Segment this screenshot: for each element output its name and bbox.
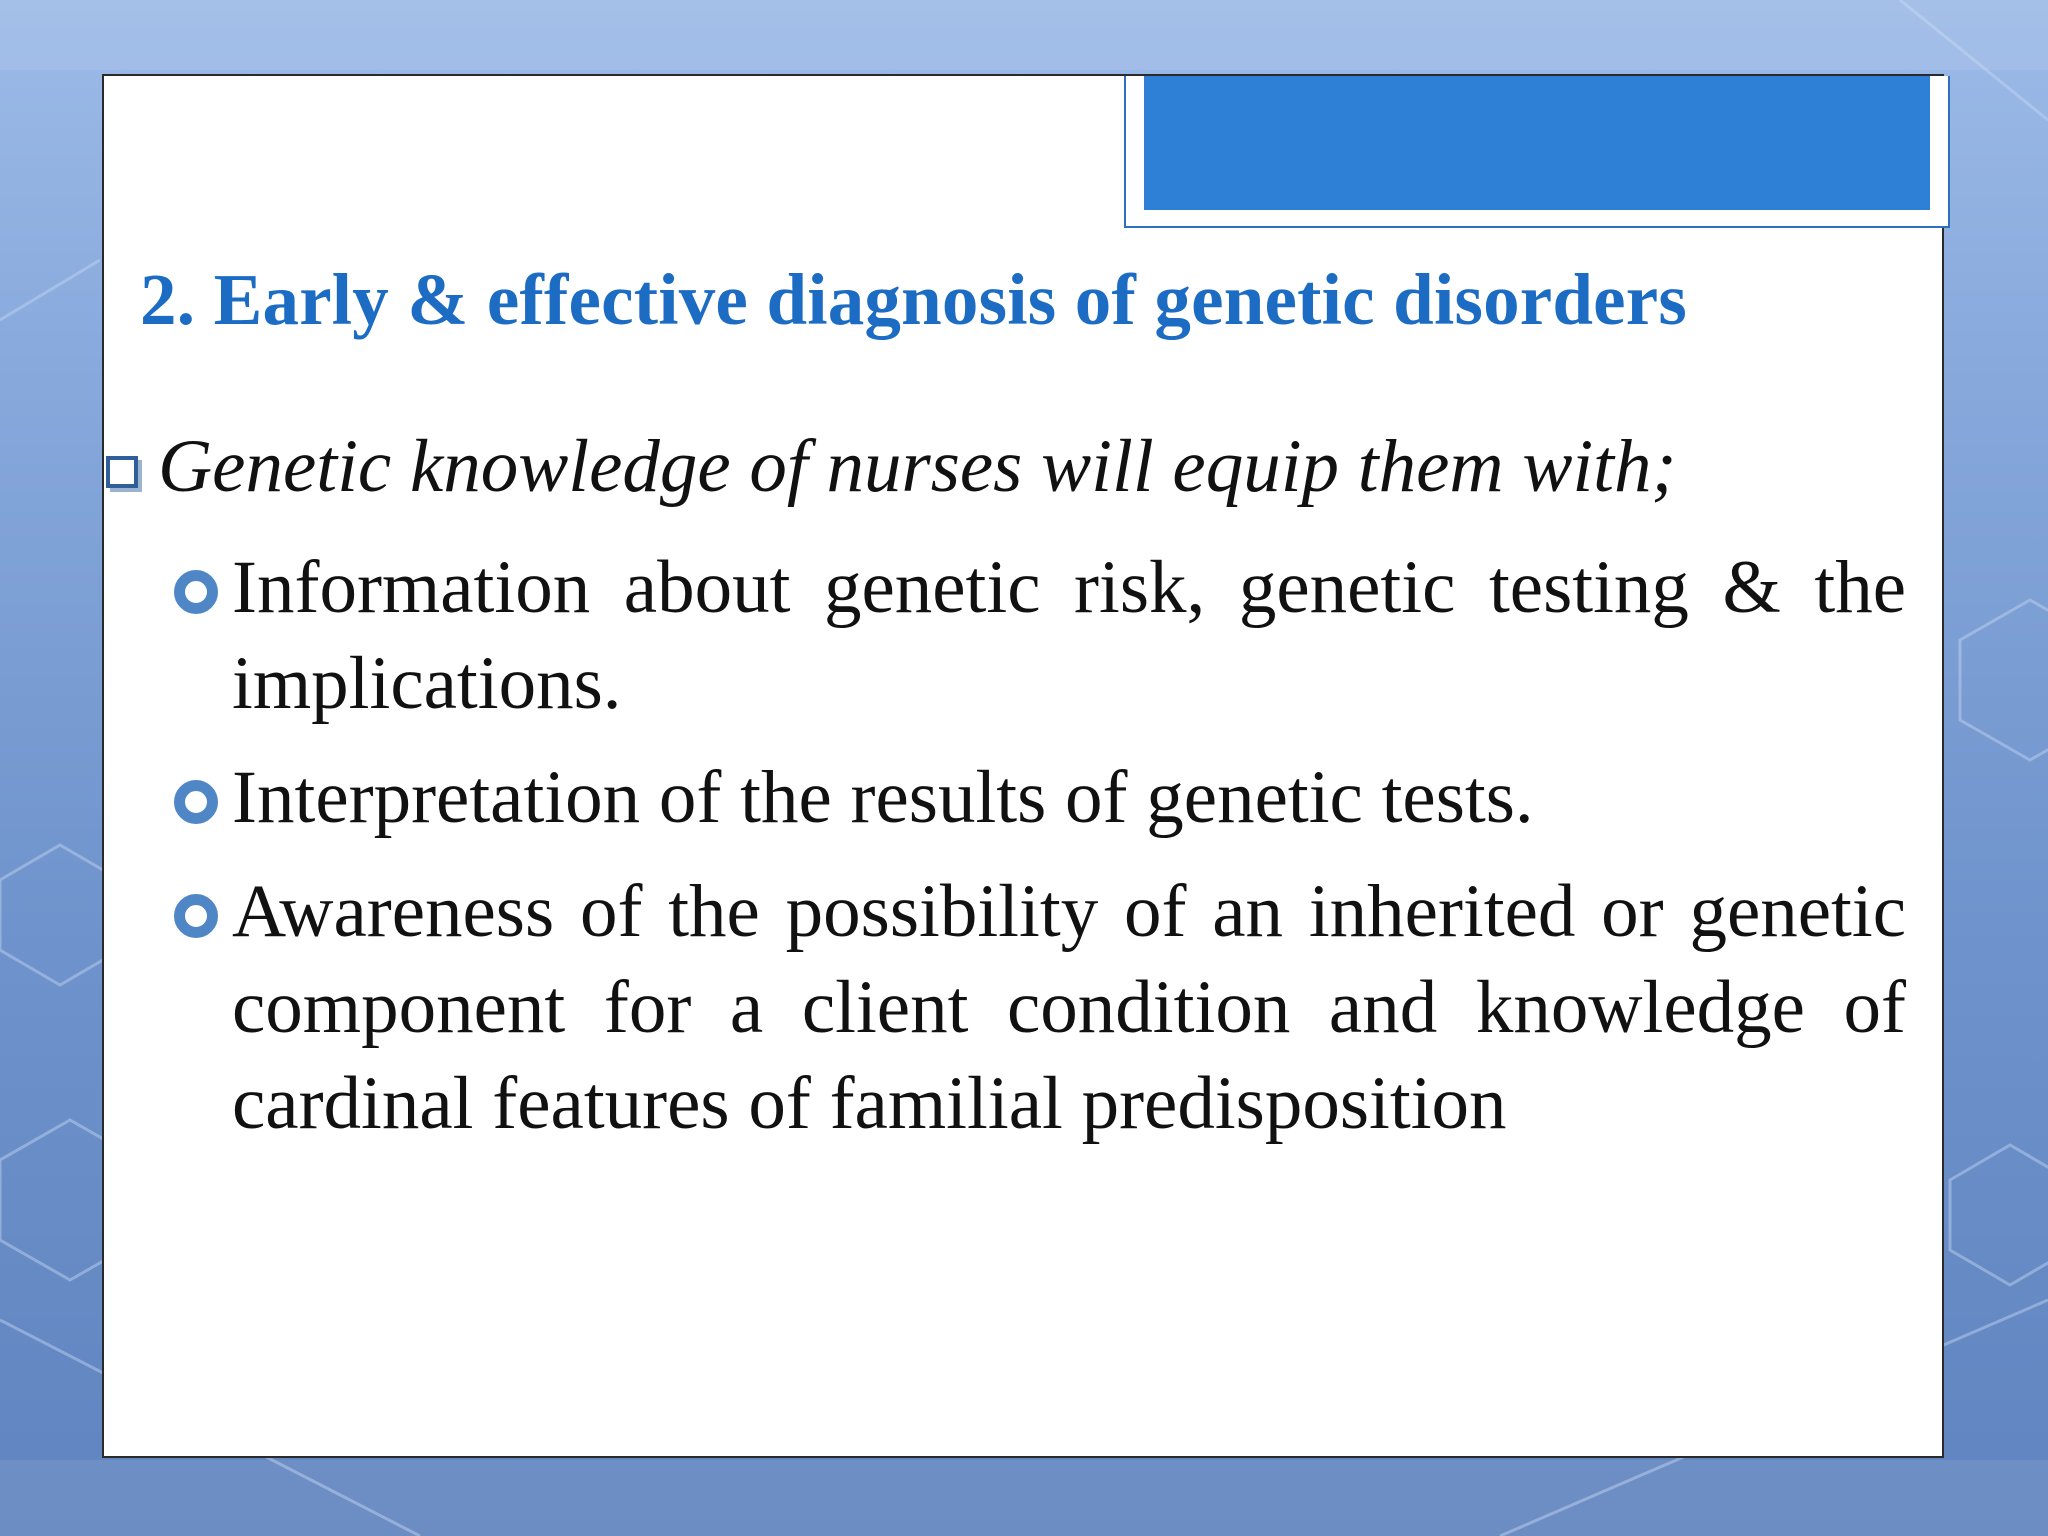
bullet-text: Awareness of the possibility of an inherited or genetic component for a client condition and knowledge of cardinal features of familial predisposition (232, 870, 1906, 1145)
bullet-item (174, 540, 1906, 732)
bullet-item (174, 750, 1906, 846)
lead-line (106, 424, 1906, 510)
ring-bullet-icon (174, 894, 218, 938)
ring-bullet-icon (174, 780, 218, 824)
bullet-text: Information about genetic risk, genetic testing & the implications. (232, 546, 1906, 725)
title-banner-frame (1124, 76, 1950, 228)
square-outline-icon (106, 456, 138, 488)
bullet-text: Interpretation of the results of genetic tests. (232, 756, 1534, 839)
ring-bullet-icon (174, 570, 218, 614)
lead-text: Genetic knowledge of nurses will equip them with; (158, 425, 1677, 508)
slide-heading: 2. Early & effective diagnosis of genetic disorders (140, 259, 1687, 340)
bullet-item (174, 864, 1906, 1152)
title-banner-bar (1144, 76, 1930, 210)
